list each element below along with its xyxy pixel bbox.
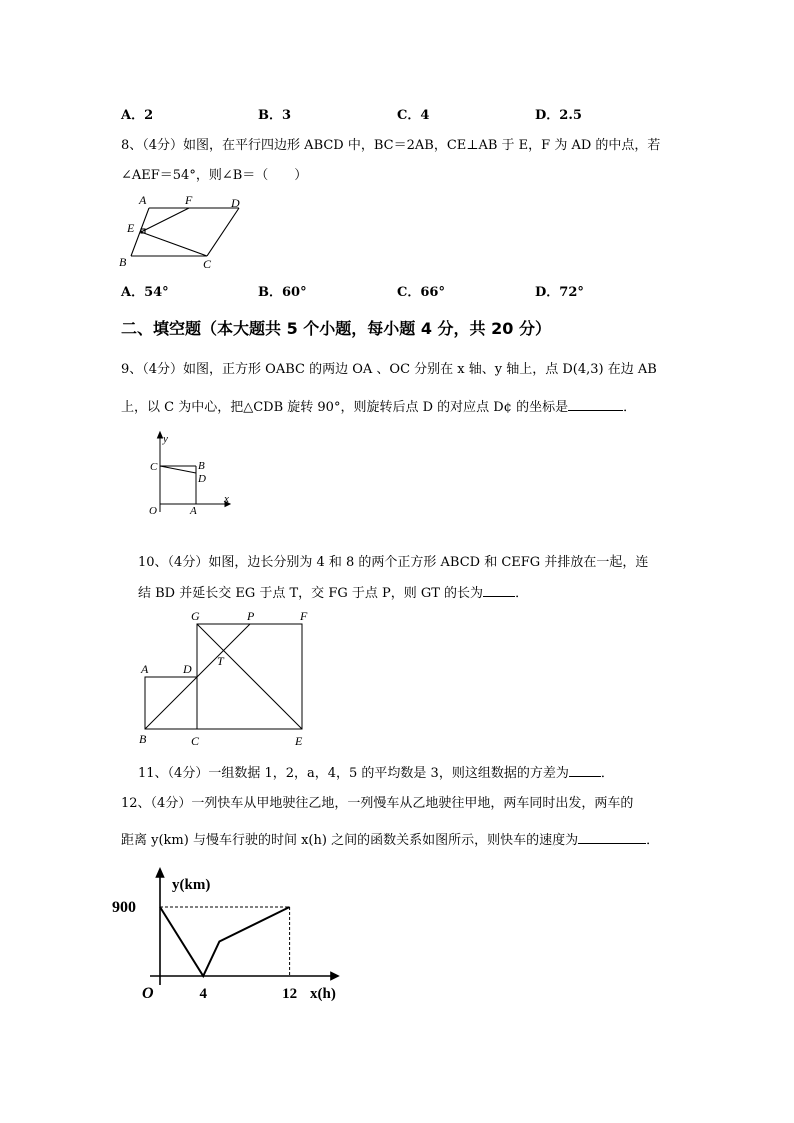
q8-parallelogram-figure <box>115 190 255 272</box>
q9-label-a: A <box>190 505 197 517</box>
q8-option-a: A．54° <box>121 285 169 300</box>
q11-number: 11、（4分） <box>138 766 209 781</box>
q8-option-c: C．66° <box>397 285 445 300</box>
y-tick-label: 900 <box>112 899 136 916</box>
q8-label-e: E <box>127 221 135 235</box>
q11-line <box>138 762 614 781</box>
q9-label-o: O <box>149 505 157 517</box>
q10-label-g: G <box>191 609 200 623</box>
q8-number: 8、（4分） <box>121 138 184 153</box>
q10-squares-figure <box>135 605 320 750</box>
q10-label-d: D <box>183 662 192 676</box>
q10-end: ． <box>515 586 529 601</box>
q11-answer-blank[interactable] <box>569 764 601 777</box>
q8-option-b: B．60° <box>258 285 307 300</box>
x-tick-label-12: 12 <box>282 986 298 1002</box>
q10-label-f: F <box>300 609 308 623</box>
q10-answer-blank[interactable] <box>483 584 515 597</box>
q10-text-line1: 如图，边长分别为 4 和 8 的两个正方形 ABCD 和 CEFG 并排放在一起，连 <box>208 555 649 570</box>
q8-label-a: A <box>139 193 147 207</box>
q8-label-b: B <box>119 255 127 269</box>
q7-option-c: C．4 <box>397 108 430 123</box>
q8-label-c: C <box>203 257 212 271</box>
q7-option-d: D．2.5 <box>535 108 582 123</box>
q7-option-b: B．3 <box>258 108 292 123</box>
origin-label: O <box>142 985 154 1002</box>
q10-label-t: T <box>217 654 224 668</box>
q9-label-d: D <box>198 473 206 485</box>
q9-label-y: y <box>163 433 168 445</box>
q10-line2 <box>138 582 528 601</box>
q9-end: ． <box>623 400 637 415</box>
q12-answer-blank[interactable] <box>578 831 646 844</box>
q10-line1 <box>138 551 648 570</box>
y-axis-label: y(km) <box>172 877 211 893</box>
q10-text-line2: 结 BD 并延长交 EG 于点 T，交 FG 于点 P，则 GT 的长为 <box>138 586 484 601</box>
q12-line2 <box>121 829 659 848</box>
q9-line2 <box>121 396 636 415</box>
section-title-fill-blank: 二、填空题（本大题共 5 个小题，每小题 4 分，共 20 分） <box>121 319 551 338</box>
q7-option-a: A．2 <box>121 108 154 123</box>
q10-label-a: A <box>141 662 149 676</box>
q12-text-line1: 一列快车从甲地驶往乙地，一列慢车从乙地驶往甲地，两车同时出发，两车的 <box>191 796 634 811</box>
q9-text-line2: 上，以 C 为中心，把△CDB 旋转 90°，则旋转后点 D 的对应点 D¢ 的坐标是 <box>121 400 569 415</box>
q9-label-x: x <box>224 493 229 505</box>
q12-number: 12、（4分） <box>121 796 192 811</box>
q8-label-f: F <box>185 193 193 207</box>
q11-text: 一组数据 1，2，a，4，5 的平均数是 3，则这组数据的方差为 <box>208 766 569 781</box>
q10-label-b: B <box>139 732 147 746</box>
q8-line1 <box>121 134 660 153</box>
q9-line1 <box>121 358 657 377</box>
q9-square-figure <box>140 428 240 520</box>
q8-option-d: D．72° <box>535 285 584 300</box>
q9-label-b: B <box>198 460 205 472</box>
q11-end: ． <box>600 766 614 781</box>
q8-text-line1: 如图，在平行四边形 ABCD 中，BC＝2AB，CE⊥AB 于 E，F 为 AD 的中点，若 <box>183 138 661 153</box>
q9-label-c: C <box>150 461 158 473</box>
q10-label-p: P <box>247 609 255 623</box>
y-axis-arrow <box>157 869 164 877</box>
x-tick-label-4: 4 <box>199 986 207 1002</box>
q12-distance-time-chart <box>110 865 350 1010</box>
x-axis-arrow <box>331 973 338 980</box>
x-axis-label: x(h) <box>310 986 336 1002</box>
q9-answer-blank[interactable] <box>568 398 623 411</box>
q9-text-line1: 如图，正方形 OABC 的两边 OA 、OC 分别在 x 轴、y 轴上，点 D(4,3) 在边 AB <box>183 362 657 377</box>
q8-text-line2: ∠AEF＝54°，则∠B＝（ ） <box>121 168 308 183</box>
q12-text-line2: 距离 y(km) 与慢车行驶的时间 x(h) 之间的函数关系如图所示，则快车的速度为 <box>121 833 579 848</box>
q8-label-d: D <box>231 196 240 210</box>
q9-number: 9、（4分） <box>121 362 184 377</box>
q10-number: 10、（4分） <box>138 555 209 570</box>
q10-label-e: E <box>295 734 303 748</box>
q12-end: ． <box>646 833 660 848</box>
q12-line1 <box>121 792 633 811</box>
q10-label-c: C <box>191 734 200 748</box>
series-line-distance <box>160 907 290 976</box>
